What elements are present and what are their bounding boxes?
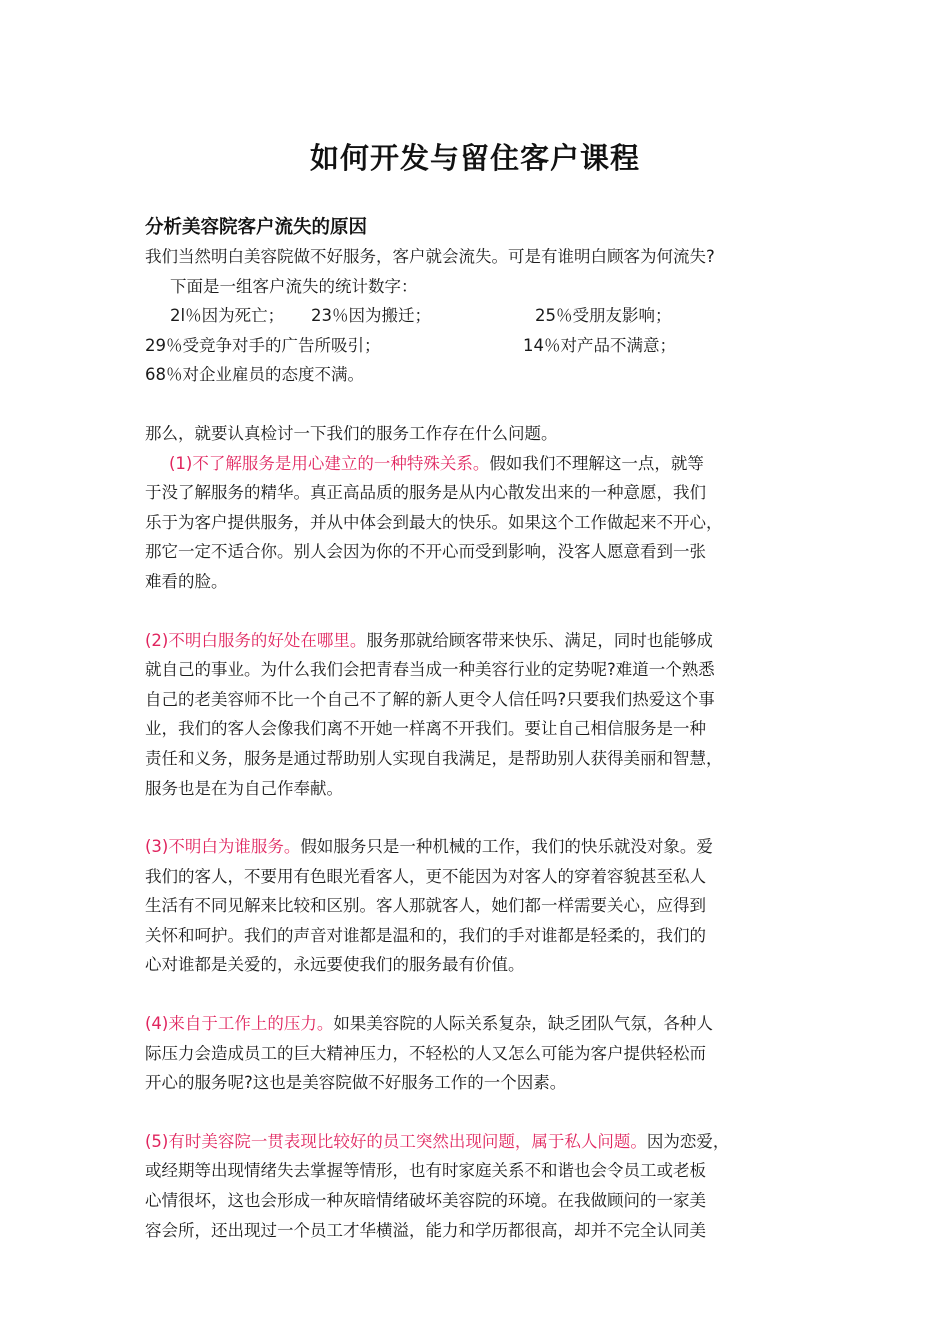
- point-5: [145, 1127, 815, 1245]
- point-5-line-2: 或经期等出现情绪失去掌握等情形，也有时家庭关系不和谐也会令员工或老板: [145, 1161, 706, 1181]
- stat-product: 14％对产品不满意；: [523, 335, 676, 355]
- section-heading: 分析美容院客户流失的原因: [145, 217, 368, 238]
- intro-line-1: 我们当然明白美容院做不好服务，客户就会流失。可是有谁明白顾客为何流失?: [145, 247, 715, 266]
- stat-moving: 23％因为搬迁；: [311, 306, 431, 326]
- point-4: [145, 1009, 815, 1098]
- point-3-line-1: 假如服务只是一种机械的工作，我们的快乐就没对象。爱: [300, 837, 713, 857]
- point-3-line-5: 心对谁都是关爱的，永远要使我们的服务最有价值。: [145, 955, 525, 975]
- point-1-line-1: 假如我们不理解这一点，就等: [489, 453, 704, 473]
- point-2-line-2: 就自己的事业。为什么我们会把青春当成一种美容行业的定势呢?难道一个熟悉: [145, 660, 715, 680]
- point-4-line-2: 际压力会造成员工的巨大精神压力，不轻松的人又怎么可能为客户提供轻松而: [145, 1043, 706, 1063]
- point-1-line-4: 那它一定不适合你。别人会因为你的不开心而受到影响，没客人愿意看到一张: [145, 542, 706, 562]
- stats-row-2: [145, 331, 815, 361]
- point-1: [145, 449, 815, 597]
- point-3-line-4: 关怀和呵护。我们的声音对谁都是温和的，我们的手对谁都是轻柔的，我们的: [145, 925, 706, 945]
- point-2-line-1: 服务那就给顾客带来快乐、满足，同时也能够成: [366, 630, 713, 650]
- point-2-line-5: 责任和义务，服务是通过帮助别人实现自我满足，是帮助别人获得美丽和智慧，: [145, 748, 723, 768]
- document-body: [145, 214, 815, 1245]
- point-4-line-3: 开心的服务呢?这也是美容院做不好服务工作的一个因素。: [145, 1073, 567, 1093]
- point-3-line-3: 生活有不同见解来比较和区别。客人那就客人，她们都一样需要关心，应得到: [145, 896, 706, 916]
- intro-line-2: 下面是一组客户流失的统计数字：: [170, 276, 418, 296]
- point-3: [145, 832, 815, 980]
- point-1-heading: (1)不了解服务是用心建立的一种特殊关系。: [169, 453, 490, 473]
- point-5-heading: (5)有时美容院一贯表现比较好的员工突然出现问题，属于私人问题。: [145, 1131, 647, 1151]
- point-2-line-4: 业，我们的客人会像我们离不开她一样离不开我们。要让自己相信服务是一种: [145, 719, 706, 739]
- stats-row-1: [145, 301, 815, 331]
- stat-death: 2l％因为死亡；: [170, 306, 285, 326]
- stat-competitor-ads: 29％受竞争对手的广告所吸引；: [145, 335, 381, 355]
- transition-line: 那么，就要认真检讨一下我们的服务工作存在什么问题。: [145, 423, 558, 443]
- point-2-heading: (2)不明白服务的好处在哪里。: [145, 630, 367, 650]
- point-2: [145, 626, 815, 804]
- stat-staff-attitude: 68％对企业雇员的态度不满。: [145, 365, 364, 385]
- point-3-line-2: 我们的客人，不要用有色眼光看客人，更不能因为对客人的穿着容貌甚至私人: [145, 866, 706, 886]
- point-4-line-1: 如果美容院的人际关系复杂，缺乏团队气氛，各种人: [333, 1014, 713, 1034]
- point-3-heading: (3)不明白为谁服务。: [145, 837, 301, 857]
- point-5-line-1: 因为恋爱，: [646, 1131, 730, 1151]
- point-1-line-3: 乐于为客户提供服务，并从中体会到最大的快乐。如果这个工作做起来不开心，: [145, 512, 723, 532]
- document-title: 如何开发与留住客户课程: [309, 141, 640, 175]
- stat-friends: 25％受朋友影响；: [535, 306, 672, 326]
- point-4-heading: (4)来自于工作上的压力。: [145, 1014, 334, 1034]
- point-2-line-6: 服务也是在为自己作奉献。: [145, 778, 343, 798]
- point-2-line-3: 自己的老美容师不比一个自己不了解的新人更令人信任吗?只要我们热爱这个事: [145, 689, 715, 709]
- point-1-line-5: 难看的脸。: [145, 571, 228, 591]
- point-1-line-2: 于没了解服务的精华。真正高品质的服务是从内心散发出来的一种意愿，我们: [145, 483, 706, 503]
- point-5-line-4: 容会所，还出现过一个员工才华横溢，能力和学历都很高，却并不完全认同美: [145, 1220, 706, 1240]
- point-5-line-3: 心情很坏，这也会形成一种灰暗情绪破坏美容院的环境。在我做顾问的一家美: [145, 1191, 706, 1211]
